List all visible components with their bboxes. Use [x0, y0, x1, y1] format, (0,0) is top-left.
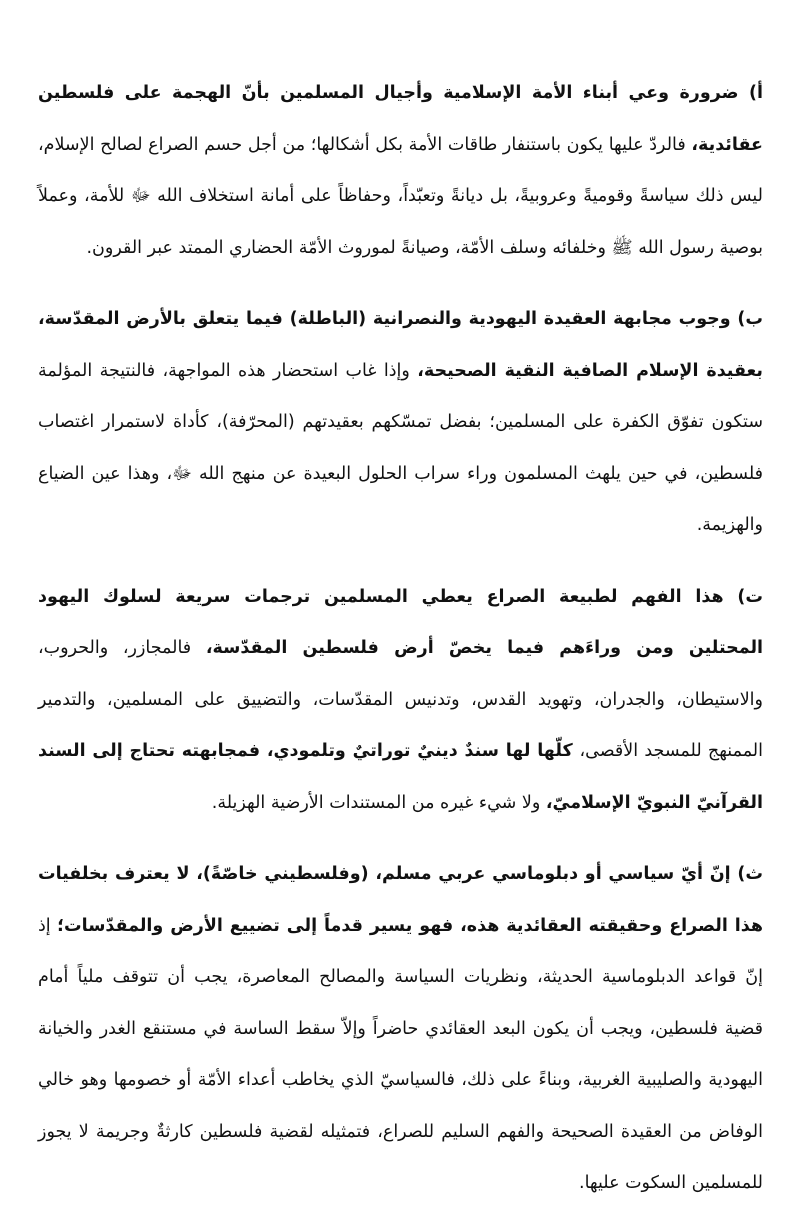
- paragraph-ta: [38, 572, 763, 830]
- paragraph-ba-bold: ب) وجوب مجابهة العقيدة اليهودية والنصرانية (الباطلة) فيما يتعلق بالأرض المقدّسة، بعقيدة الإسلام الصافية النقية الصحيحة،: [38, 309, 763, 381]
- paragraph-alef-text: فالردّ عليها يكون باستنفار طاقات الأمة بكل أشكالها؛ من أجل حسم الصراع لصالح الإسلام، ليس ذلك سياسةً وقوميةً وعروبيةً، بل ديانةً وتعبّداً، وحفاظاً على أمانة استخلاف الله ﷻ للأمة، وعملاً بوصية رسول الله ﷺ وخلفائه وسلف الأمّة، وصيانةً لموروث الأمّة الحضاري الممتد عبر القرون.: [38, 134, 763, 258]
- paragraph-tha-bold: ث) إنّ أيّ سياسي أو دبلوماسي عربي مسلم، (وفلسطيني خاصّةً)، لا يعترف بخلفيات هذا الصراع وحقيقته العقائدية هذه، فهو يسير قدماً إلى تضييع الأرض والمقدّسات؛: [38, 864, 764, 936]
- paragraph-ta-text: فالمجازر، والحروب، والاستيطان، والجدران، وتهويد القدس، وتدنيس المقدّسات، والتضييق على المسلمين، والتدمير الممنهج للمسجد الأقصى،: [38, 638, 764, 761]
- paragraph-ta-text-2: ولا شيء غيره من المستندات الأرضية الهزيلة.: [211, 792, 546, 813]
- paragraph-ta-bold-2: كلّها لها سندٌ دينيٌ توراتيٌ وتلمودي، فمجابهته تحتاج إلى السند القرآنيّ النبويّ الإسلاميّ،: [38, 741, 763, 813]
- paragraph-ta-bold: ت) هذا الفهم لطبيعة الصراع يعطي المسلمين ترجمات سريعة لسلوك اليهود المحتلين ومن وراءَهم فيما يخصّ أرض فلسطين المقدّسة،: [38, 586, 764, 658]
- paragraph-tha: [38, 849, 763, 1210]
- paragraph-ba-text: وإذا غاب استحضار هذه المواجهة، فالنتيجة المؤلمة ستكون تفوّق الكفرة على المسلمين؛ بفضل تمسّكهم بعقيدتهم (المحرّفة)، كأداة لاستمرار اغتصاب فلسطين، في حين يلهث المسلمون وراء سراب الحلول البعيدة عن منهج الله ﷻ، وهذا عين الضياع والهزيمة.: [38, 360, 763, 535]
- paragraph-tha-text: إذ إنّ قواعد الدبلوماسية الحديثة، ونظريات السياسة والمصالح المعاصرة، يجب أن تتوقف ملياً أمام قضية فلسطين، ويجب أن يكون البعد العقائدي حاضراً وإلاّ سقط الساسة في مستنقع الغدر والخيانة اليهودية والصليبية الغربية، وبناءً على ذلك، فالسياسيّ الذي يخاطب أعداء الأمّة أو خصومها وهو خالي الوفاض من العقيدة الصحيحة والفهم السليم للصراع، فتمثيله لقضية فلسطين كارثةٌ وجريمة لا يجوز للمسلمين السكوت عليها.: [38, 915, 763, 1193]
- paragraph-alef-bold: أ) ضرورة وعي أبناء الأمة الإسلامية وأجيال المسلمين بأنّ الهجمة على فلسطين عقائدية،: [38, 83, 763, 155]
- paragraph-ba: [38, 294, 763, 552]
- paragraph-alef: [38, 68, 763, 274]
